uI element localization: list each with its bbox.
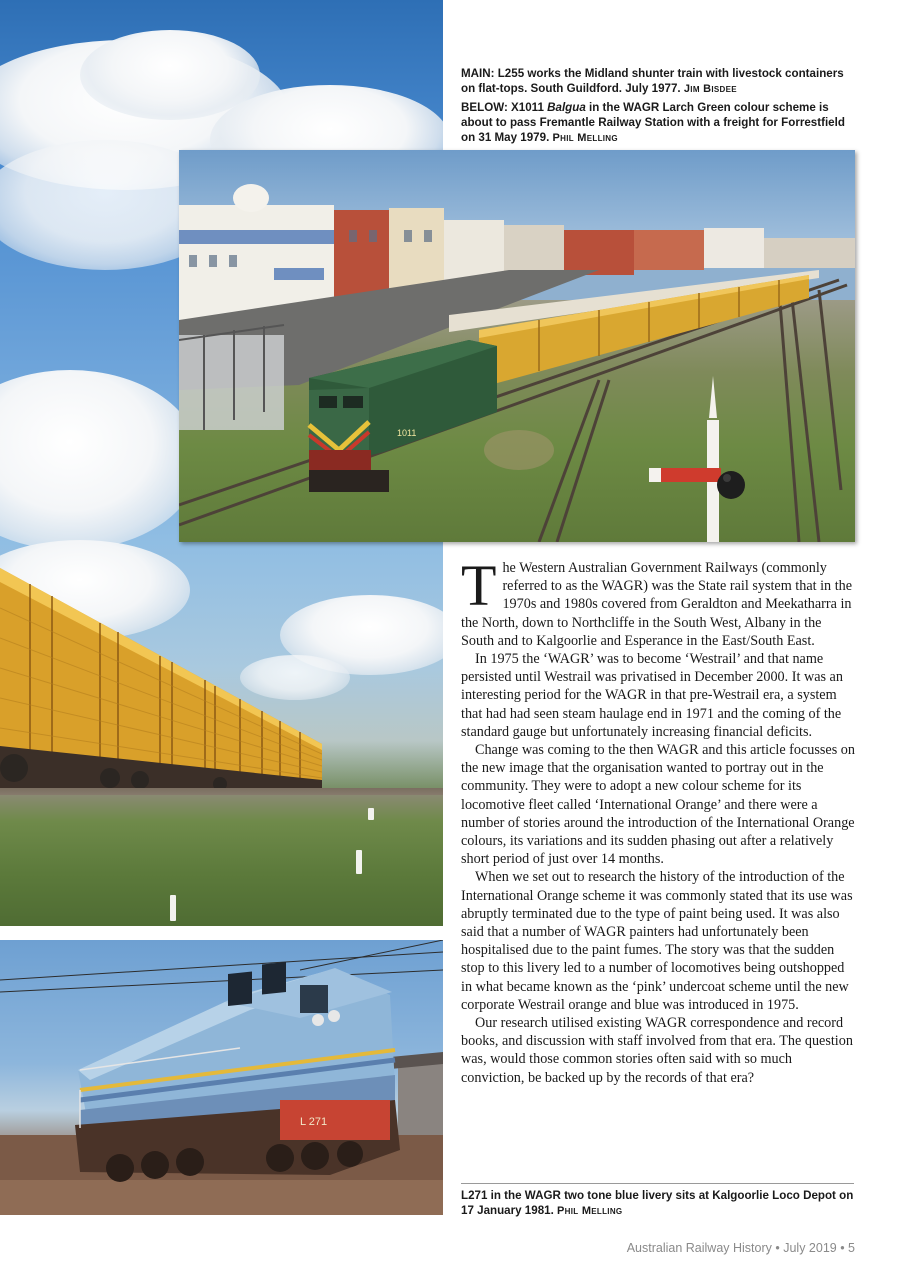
marker-peg (368, 808, 374, 820)
article-paragraph-2: In 1975 the ‘WAGR’ was to become ‘Westrail’ and that name persisted until Westrail was privatised in December 2000. It was an interesting period for the WAGR in that pre-Westrail era, a system that had had seen steam haulage end in 1971 and the coming of the standard gauge but unfortunately increasing financial deficits. (461, 651, 843, 740)
grass-embankment (0, 795, 443, 926)
article-paragraph-1 (461, 553, 855, 650)
caption-below-text: in the WAGR Larch Green colour scheme is about to pass Fremantle Railway Station with a freight for Forrestfield on 31 May 1979. (461, 101, 845, 144)
marker-peg (356, 850, 362, 874)
caption-main-credit: Jim Bisdee (683, 83, 737, 95)
article-paragraph-1-text: he Western Australian Government Railways (commonly referred to as the WAGR) was the State rail system that in the 1970s and 1980s covered from Geraldton and Meekatharra in the North, down to Northcliffe in the South West, Albany in the South and to Kalgoorlie and Esperance in the East/South East. (461, 560, 853, 649)
drop-cap: T (461, 553, 497, 618)
article-paragraph-4: When we set out to research the history of the introduction of the International Orange scheme it was commonly stated that its use was abruptly terminated due to the type of paint being used. It was also said that a number of WAGR painters had unfortunately been hospitalised due to the paint fumes. The story was that the sudden stop to this livery led to a number of locomotives being outshopped in what became known as the ‘pink’ undercoat scheme until the new corporate Westrail orange and blue was introduced in 1975. (461, 869, 853, 1013)
loco-number-x: 1011 (397, 428, 417, 438)
caption-below-pre: X1011 (507, 101, 548, 114)
caption-main (461, 66, 861, 97)
page-footer: Australian Railway History • July 2019 • 5 (626, 1241, 855, 1255)
caption-bottom (461, 1188, 861, 1219)
livestock-wagons (0, 568, 322, 798)
bottom-photo-l271 (0, 940, 443, 1215)
caption-bottom-text: L271 in the WAGR two tone blue livery sits at Kalgoorlie Loco Depot on 17 January 1981. (461, 1189, 854, 1217)
marker-peg (170, 895, 176, 921)
loco-number-l: L 271 (300, 1116, 328, 1128)
caption-below-label: BELOW: (461, 101, 508, 114)
fremantle-scene (179, 150, 855, 542)
caption-main-label: MAIN: (461, 67, 495, 80)
article-paragraph-5: Our research utilised existing WAGR correspondence and record books, and discussion with staff involved from that era. The question was, would those common stories often said with so much conviction, be backed up by the records of that era? (461, 1015, 853, 1086)
caption-below-credit: Phil Melling (552, 132, 618, 144)
caption-divider (461, 1183, 854, 1184)
article-paragraph-3: Change was coming to the then WAGR and this article focusses on the new image that the organisation wanted to portray out in the community. They were to adopt a new colour scheme for its locomotive fleet called ‘International Orange’ and there were a number of stories around the introduction of the International Orange colours, its variations and its sudden phasing out after a relatively short period of just over 14 months. (461, 742, 855, 868)
caption-below (461, 100, 861, 146)
inset-photo-x1011 (179, 150, 855, 542)
l271-scene (0, 940, 443, 1215)
caption-bottom-credit: Phil Melling (557, 1205, 623, 1217)
caption-main-text: L255 works the Midland shunter train with livestock containers on flat-tops. South Guildford. July 1977. (461, 67, 844, 95)
caption-below-italic: Balgua (547, 101, 586, 114)
article-body (461, 553, 855, 1087)
